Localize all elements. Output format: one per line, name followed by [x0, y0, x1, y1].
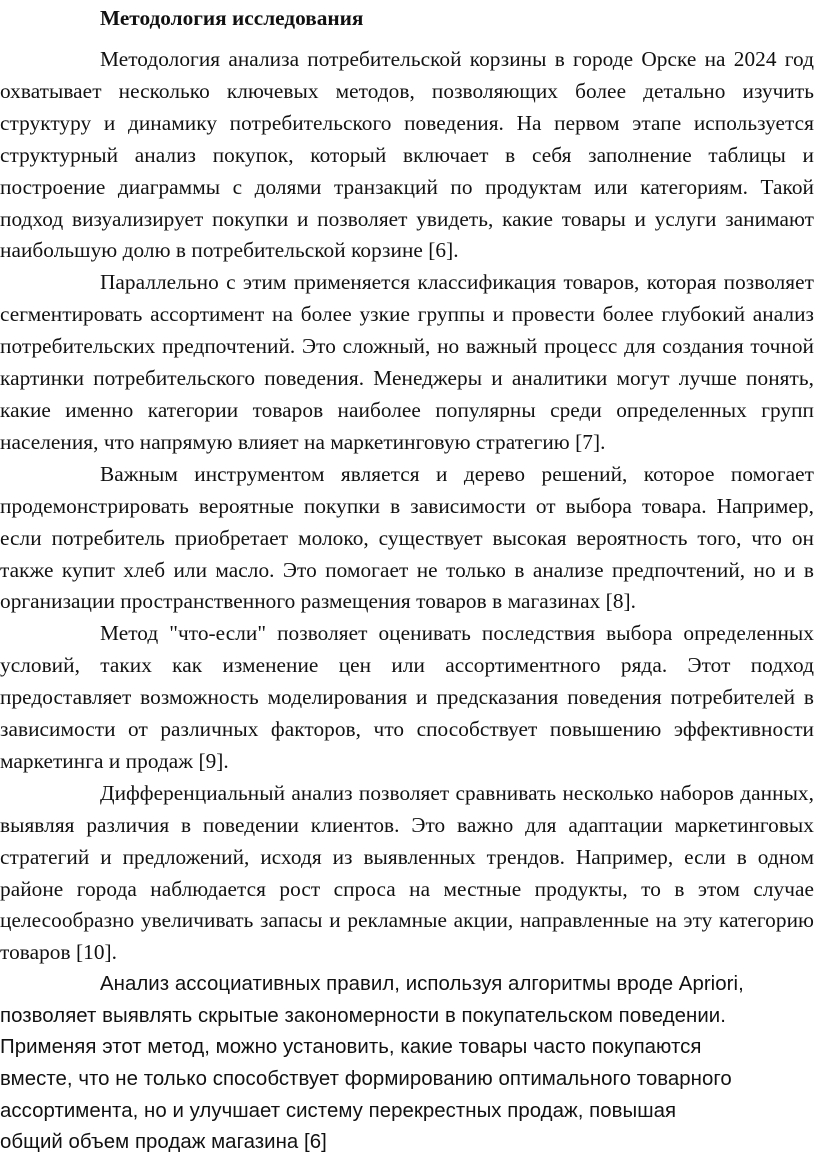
paragraph-decision-tree: Важным инструментом является и дерево решений, которое помогает продемонстрировать вероятные покупки в зависимости от выбора товара. Например, если потребитель приобретает молоко, существует высокая вероятность того, что он также купит хлеб или масло. Это помогает не только в анализе предпочтений, но и в организации пространственного размещения товаров в магазинах [8]. — [0, 461, 814, 614]
paragraph-structural-analysis: Методология анализа потребительской корзины в городе Орске на 2024 год охватывает несколько ключевых методов, позволяющих более детально изучить структуру и динамику потребительского поведения. На первом этапе используется структурный анализ покупок, который включает в себя заполнение таблицы и построение диаграммы с долями транзакций по продуктам или категориям. Такой подход визуализирует покупки и позволяет увидеть, какие товары и услуги занимают наибольшую долю в потребительской корзине [6]. — [0, 47, 814, 263]
paragraph-what-if: Метод "что-если" позволяет оценивать последствия выбора определенных условий, таких как изменение цен или ассортиментного ряда. Этот подход предоставляет возможность моделирования и предсказания поведения потребителей в зависимости от различных факторов, что способствует повышению эффективности маркетинга и продаж [9]. — [0, 621, 814, 773]
section-heading: Методология исследования — [100, 6, 364, 30]
paragraph-classification: Параллельно с этим применяется классификация товаров, которая позволяет сегментировать ассортимент на более узкие группы и провести более глубокий анализ потребительских предпочтений. Это сложный, но важный процесс для создания точной картинки потребительского поведения. Менеджеры и аналитики могут лучше понять, какие именно категории товаров наиболее популярны среди определенных групп населения, что напрямую влияет на маркетинговую стратегию [7]. — [0, 270, 814, 454]
paragraph-association-rules: Анализ ассоциативных правил, используя алгоритмы вроде Apriori, позволяет выявлять скрытые закономерности в покупательском поведении. Применяя этот метод, можно установить, какие товары часто покупаются вместе, что не только способствует формированию оптимального товарного ассортимента, но и улучшает систему перекрестных продаж, повышая общий объем продаж магазина [6] — [0, 973, 744, 1154]
paragraph-differential-analysis: Дифференциальный анализ позволяет сравнивать несколько наборов данных, выявляя различия в поведении клиентов. Это важно для адаптации маркетинговых стратегий и предложений, исходя из выявленных трендов. Например, если в одном районе города наблюдается рост спроса на местные продукты, то в этом случае целесообразно увеличивать запасы и рекламные акции, направленные на эту категорию товаров [10]. — [0, 780, 814, 965]
